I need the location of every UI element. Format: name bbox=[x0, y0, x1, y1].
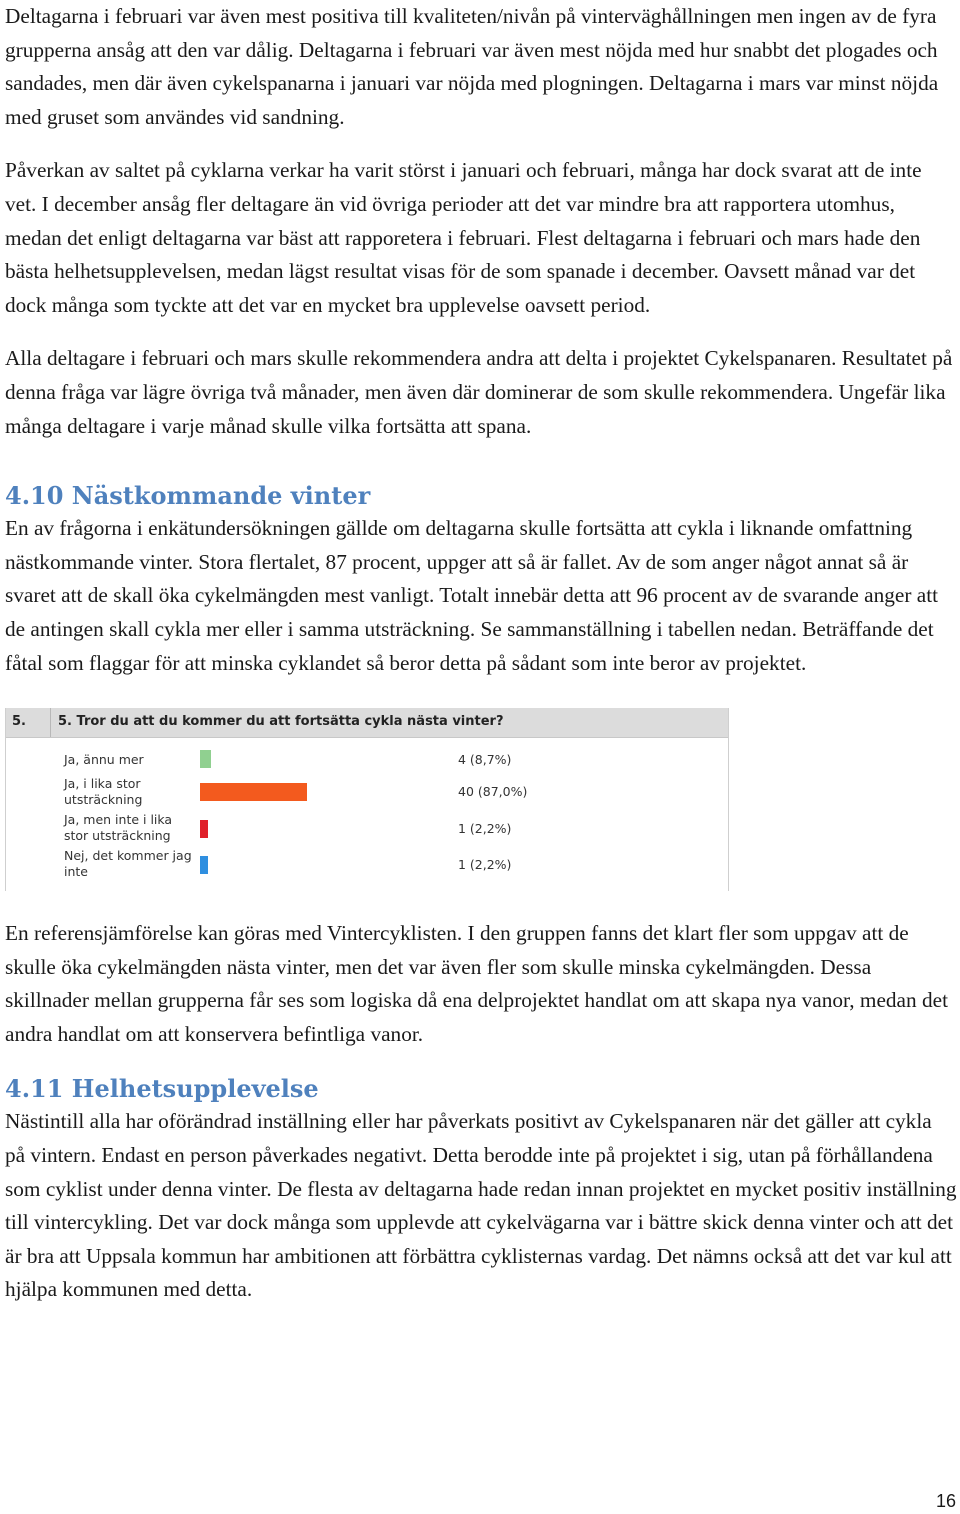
heading-4-11: 4.11 Helhetsupplevelse bbox=[5, 1074, 319, 1104]
poll-option-label: Nej, det kommer jag inte bbox=[64, 848, 192, 880]
poll-option-bar bbox=[200, 750, 211, 768]
poll-header-divider bbox=[50, 708, 51, 737]
paragraph-recommend: Alla deltagare i februari och mars skulle rekommendera andra att delta i projektet Cykelspanaren. Resultatet på denna fråga var lägre övriga två månader, men även där dominerar de som skulle rekommendera. Ungefär lika många deltagare i varje månad skulle vilka fortsätta att spana. bbox=[5, 346, 953, 438]
poll-row bbox=[6, 848, 728, 884]
poll-option-result: 1 (2,2%) bbox=[458, 857, 512, 873]
poll-question-text: 5. Tror du att du kommer du att fortsätta cykla nästa vinter? bbox=[58, 714, 504, 730]
heading-4-10: 4.10 Nästkommande vinter bbox=[5, 481, 371, 511]
document-page bbox=[5, 0, 957, 1307]
poll-option-label: Ja, ännu mer bbox=[64, 752, 144, 768]
poll-header bbox=[6, 708, 728, 738]
poll-option-label: Ja, i lika stor utsträckning bbox=[64, 776, 143, 808]
poll-option-bar bbox=[200, 856, 208, 874]
poll-option-bar bbox=[200, 783, 307, 801]
paragraph-winter-maintenance: Deltagarna i februari var även mest positiva till kvaliteten/nivån på vinterväghållningen men ingen av de fyra grupperna ansåg att den var dålig. Deltagarna i februari var även mest nöjda med hur snabbt det plogades och sandades, men där även cykelspanarna i januari var nöjda med plogningen. Deltagarna i mars var minst nöjda med gruset som användes vid sandning. bbox=[5, 4, 939, 129]
poll-option-result: 1 (2,2%) bbox=[458, 821, 512, 837]
paragraph-next-winter: En av frågorna i enkätundersökningen gällde om deltagarna skulle fortsätta att cykla i liknande omfattning nästkommande vinter. Stora flertalet, 87 procent, uppger att så är fallet. Av de som anger något annat så är svaret att de skall öka cykelmängden mest vanligt. Totalt innebär detta att 96 procent av de svarande anger att de antingen skall cykla mer eller i samma utsträckning. Se sammanställning i tabellen nedan. Beträffande det fåtal som flaggar för att minska cyklandet så beror detta på sådant som inte beror av projektet. bbox=[5, 516, 939, 675]
poll-option-label: Ja, men inte i lika stor utsträckning bbox=[64, 812, 173, 844]
paragraph-overall-experience: Nästintill alla har oförändrad inställning eller har påverkats positivt av Cykelspanaren när det gäller att cykla på vintern. Endast en person påverkades negativt. Detta berodde inte på projektet i sig, utan på förhållandena som cyklist under denna vinter. De flesta av deltagarna hade redan innan projektet en mycket positiv inställning till vintercykling. Det var dock många som upplevde att cykelvägarna var i bättre skick denna vinter och att det är bra att Uppsala kommun har ambitionen att förbättra cyklisternas vardag. Det nämns också att det var kul att hjälpa kommunen med detta. bbox=[5, 1109, 957, 1302]
paragraph-salt-impact: Påverkan av saltet på cyklarna verkar ha varit störst i januari och februari, många har dock svarat att de inte vet. I december ansåg fler deltagare än vid övriga perioder att det var mindre bra att rapportera utomhus, medan det enligt deltagarna var bäst att rapporetera i februari. Flest deltagarna i februari och mars hade den bästa helhetsupplevelsen, medan lägst resultat visas för de som spanade i december. Oavsett månad var det dock många som tyckte att det var en mycket bra upplevelse oavsett period. bbox=[5, 158, 922, 317]
poll-row bbox=[6, 776, 728, 812]
poll-option-bar bbox=[200, 820, 208, 838]
poll-question-number: 5. bbox=[12, 714, 26, 730]
paragraph-reference-comparison: En referensjämförelse kan göras med Vintercyklisten. I den gruppen fanns det klart fler som uppgav att de skulle öka cykelmängden nästa vinter, men det var även fler som skulle minska cykelmängden. Dessa skillnader mellan grupperna får ses som logiska då ena delprojektet handlat om att skapa nya vanor, medan det andra handlat om att konservera befintliga vanor. bbox=[5, 921, 949, 1046]
poll-results-table bbox=[5, 708, 729, 891]
page-number: 16 bbox=[935, 1491, 956, 1511]
poll-option-result: 4 (8,7%) bbox=[458, 752, 512, 768]
poll-row bbox=[6, 812, 728, 848]
poll-option-result: 40 (87,0%) bbox=[458, 784, 528, 800]
